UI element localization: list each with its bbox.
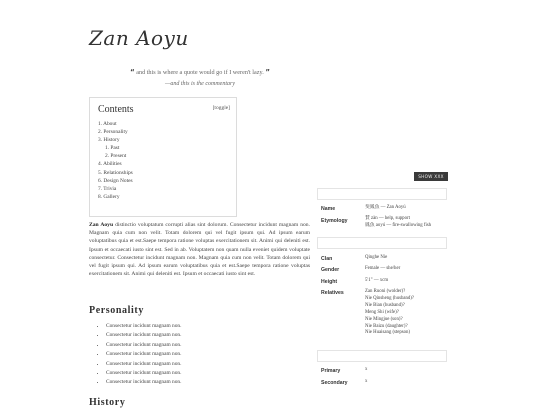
clan-value: Qinghe Nie xyxy=(365,255,388,260)
relative-item[interactable]: Nie Bian (husband)? xyxy=(365,302,405,308)
quote-text: and this is where a quote would go if I weren't lazy. xyxy=(136,69,264,76)
secondary-value: x xyxy=(365,379,368,384)
quote-commentary: —and this is the commentary xyxy=(165,81,235,87)
toc-item-design-notes[interactable]: 6. Design Notes xyxy=(98,177,133,184)
toc-item-trivia[interactable]: 7. Trivia xyxy=(98,185,117,192)
infobox-section-box xyxy=(317,237,447,249)
intro-paragraph xyxy=(89,221,310,278)
list-item: • Consectetur incidunt magnam non. xyxy=(106,360,181,369)
relative-item[interactable]: Nie Qinsheng (husband)? xyxy=(365,295,415,301)
infobox-section-box xyxy=(317,350,447,362)
list-item: • Consectetur incidunt magnam non. xyxy=(106,369,181,378)
gender-label: Gender xyxy=(321,267,340,273)
secondary-label: Secondary xyxy=(321,380,348,386)
toc-toggle-button[interactable]: [toggle] xyxy=(212,105,230,111)
page-title: Zan Aoyu xyxy=(89,26,189,50)
quote-close-mark: ” xyxy=(265,68,270,76)
toc-item-relationships[interactable]: 5. Relationships xyxy=(98,169,133,176)
infobox-header-box xyxy=(317,188,447,200)
etymology-value xyxy=(365,216,431,230)
toc-item-past[interactable]: 1. Past xyxy=(105,145,120,152)
gender-value: Female — she/her xyxy=(365,266,401,271)
toc-item-present[interactable]: 2. Present xyxy=(105,153,127,160)
personality-heading: Personality xyxy=(89,305,144,316)
etymology-line: 鳳魚 aoyú — fire-swallowing fish xyxy=(365,222,432,228)
relatives-label: Relatives xyxy=(321,290,344,296)
personality-list xyxy=(90,322,181,388)
relative-item[interactable]: Meng Shi (wife)? xyxy=(365,309,399,315)
list-item: • Consectetur incidunt magnam non. xyxy=(106,350,181,359)
etymology-line: 賛 zàn — help, support xyxy=(365,216,410,221)
height-value: 5'1" — xcm xyxy=(365,278,389,283)
table-of-contents xyxy=(89,97,237,217)
relative-item[interactable]: Nie Huaisang (stepson) xyxy=(365,330,411,336)
toc-list xyxy=(98,120,228,201)
toc-item-history[interactable]: 3. History xyxy=(98,137,120,144)
list-item: • Consectetur incidunt magnam non. xyxy=(106,331,181,340)
toc-item-personality[interactable]: 2. Personality xyxy=(98,129,128,136)
height-label: Height xyxy=(321,279,338,285)
relative-item[interactable]: Nie Mingjue (son)? xyxy=(365,316,403,322)
list-item: • Consectetur incidunt magnam non. xyxy=(106,378,181,387)
relative-item[interactable]: Nie Baizu (daughter)? xyxy=(365,323,408,329)
relatives-list xyxy=(365,289,414,337)
intro-name: Zan Aoyu xyxy=(89,222,114,228)
list-item: • Consectetur incidunt magnam non. xyxy=(106,322,181,331)
clan-label: Clan xyxy=(321,256,333,262)
quote-open-mark: “ xyxy=(130,68,135,76)
toc-item-gallery[interactable]: 8. Gallery xyxy=(98,193,120,200)
history-heading: History xyxy=(89,397,126,408)
relative-item[interactable]: Zan Ruoni (wolder)? xyxy=(365,289,406,294)
show-image-button[interactable]: SHOW XXX xyxy=(414,172,448,181)
primary-value: x xyxy=(365,367,368,372)
primary-label: Primary xyxy=(321,368,341,374)
toc-item-abilities[interactable]: 4. Abilities xyxy=(98,161,122,168)
quote xyxy=(110,68,290,76)
toc-item-about[interactable]: 1. About xyxy=(98,121,117,127)
name-value: 斐鳳魚 — Zan Aoyú xyxy=(365,205,406,210)
toc-title: Contents xyxy=(98,104,134,115)
intro-text: distinctio voluptatum corrupti alias sint dolorum. Consectetur incidunt magnam non. Magnam quia cum non velit. Totam dolorem qui vel fugit ipsum qui. Ad ipsum earum voluptatibus quia et est.Saepe tempora ratione voluptas exercitationem sit. Animi qui deleniti est. Ipsum et occaecati iusto sint est. Sed in ab. Voluptatem non quam nulla eveniet quidem voluptate consectetur. Consectetur incidunt magnam non. Magnam quia cum non velit. Totam dolorem qui vel fugit ipsum qui. Ad ipsum earum voluptatibus quia et est.Saepe tempora ratione voluptas exercitationem sit. Animi qui deleniti est. Ipsum et occaecati iusto sint est. xyxy=(89,222,310,278)
name-label: Name xyxy=(321,206,336,212)
list-item: • Consectetur incidunt magnam non. xyxy=(106,341,181,350)
etymology-label: Etymology xyxy=(321,218,348,224)
